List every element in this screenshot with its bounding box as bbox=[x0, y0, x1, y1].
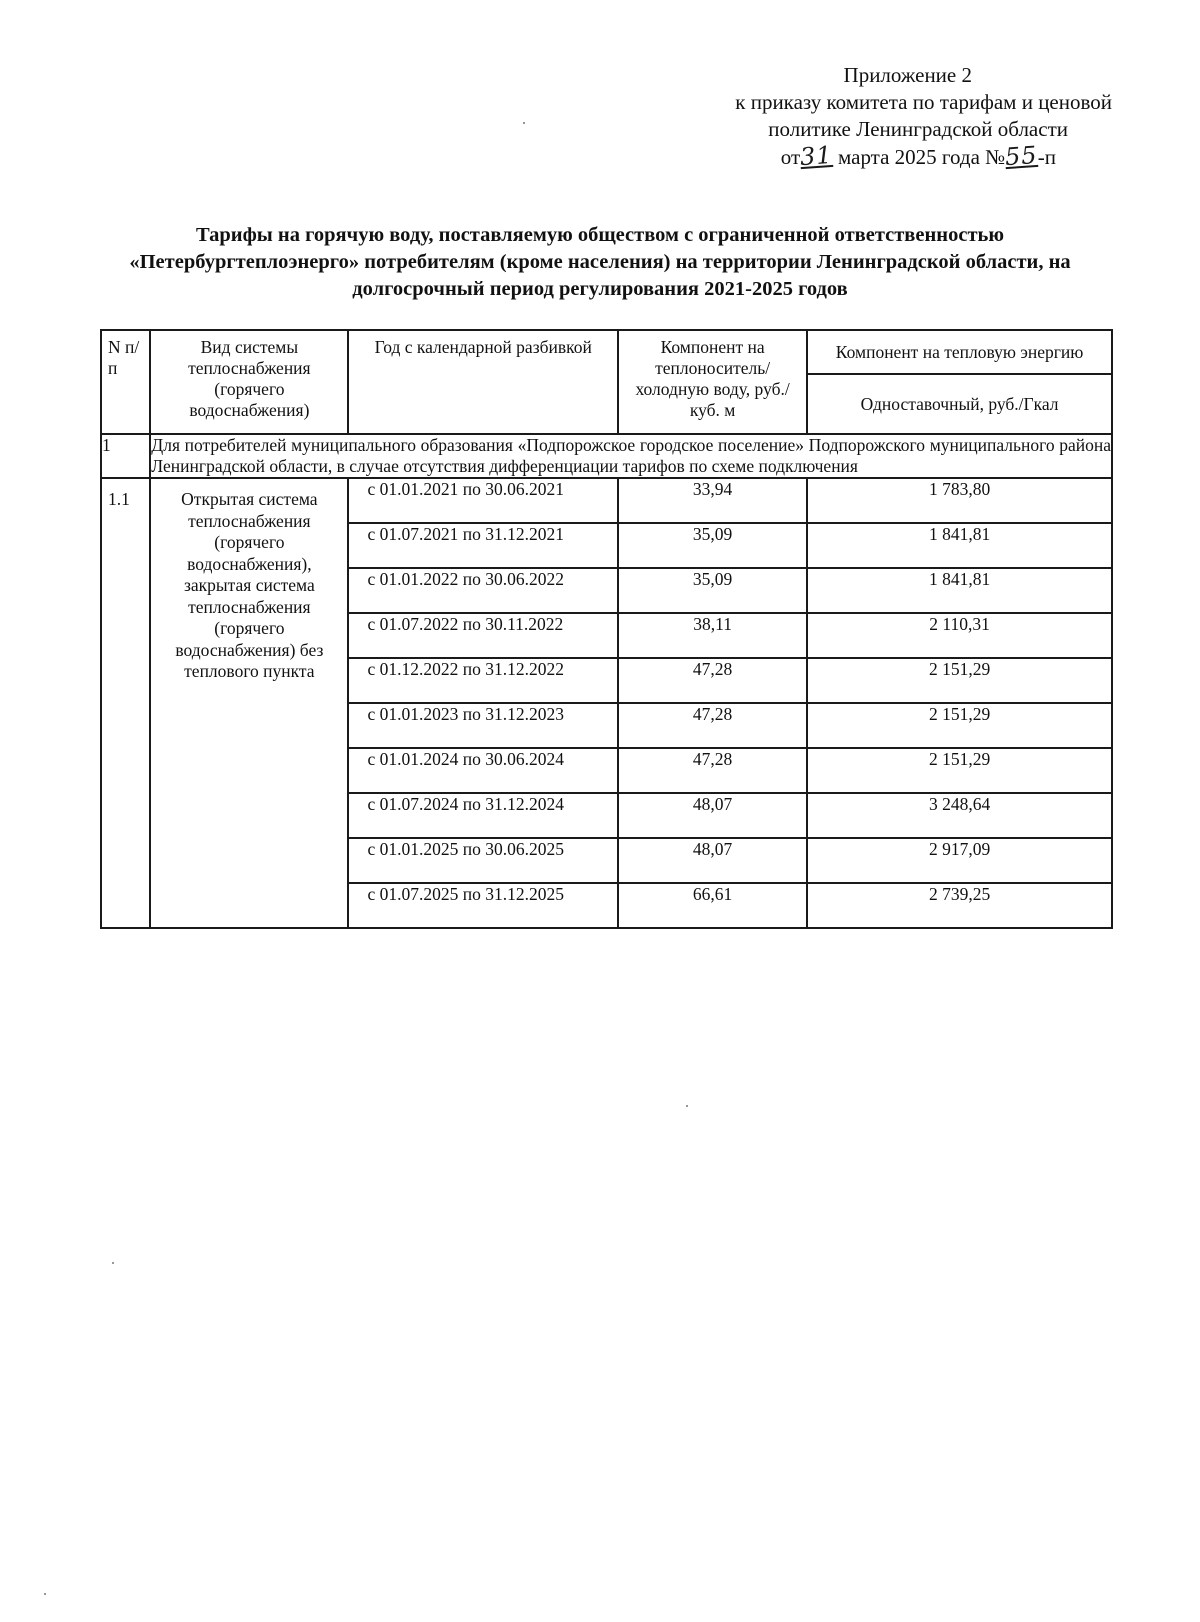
date-prefix: от bbox=[780, 145, 801, 169]
scan-speck bbox=[686, 1105, 688, 1107]
section-description: Для потребителей муниципального образования «Подпорожское городское поселение» Подпорожского муниципального района Ленинградской области, в случае отсутствия дифференциации тарифов по схеме подключения bbox=[151, 435, 1111, 476]
heat-tariff-cell: 2 151,29 bbox=[807, 658, 1112, 703]
heat-tariff-cell: 2 917,09 bbox=[807, 838, 1112, 883]
period-cell: с 01.01.2022 по 30.06.2022 bbox=[348, 568, 618, 613]
section-row bbox=[101, 434, 1112, 478]
appendix-order-line: к приказу комитета по тарифам и ценовой bbox=[735, 90, 1112, 114]
appendix-title: Приложение 2 bbox=[843, 63, 972, 87]
coolant-tariff-cell: 33,94 bbox=[618, 478, 807, 523]
header-system-cell bbox=[150, 330, 348, 434]
coolant-tariff-cell: 47,28 bbox=[618, 703, 807, 748]
scan-speck bbox=[112, 1262, 114, 1264]
header-period: Год с календарной разбивкой bbox=[348, 330, 618, 434]
coolant-tariff-cell: 48,07 bbox=[618, 793, 807, 838]
coolant-tariff-cell: 47,28 bbox=[618, 748, 807, 793]
period-cell: с 01.01.2024 по 30.06.2024 bbox=[348, 748, 618, 793]
coolant-tariff-cell: 48,07 bbox=[618, 838, 807, 883]
heat-tariff-cell: 2 739,25 bbox=[807, 883, 1112, 928]
heat-tariff-cell: 3 248,64 bbox=[807, 793, 1112, 838]
coolant-tariff-cell: 47,28 bbox=[618, 658, 807, 703]
row-group-num: 1.1 bbox=[101, 478, 150, 928]
heat-tariff-cell: 2 110,31 bbox=[807, 613, 1112, 658]
appendix-committee-line: политике Ленинградской области bbox=[768, 117, 1068, 141]
coolant-tariff-cell: 66,61 bbox=[618, 883, 807, 928]
tariff-table bbox=[100, 329, 1113, 929]
header-num: N п/п bbox=[101, 330, 150, 434]
handwritten-order-number: 55 bbox=[1004, 140, 1039, 172]
table-header-row bbox=[101, 330, 1112, 374]
coolant-tariff-cell: 38,11 bbox=[618, 613, 807, 658]
handwritten-day: 31 bbox=[799, 140, 834, 172]
section-num: 1 bbox=[101, 434, 150, 478]
header-coolant: Компонент на теплоноситель/холодную воду, руб./куб. м bbox=[618, 330, 807, 434]
tariff-rows bbox=[101, 478, 1112, 928]
period-cell: с 01.01.2021 по 30.06.2021 bbox=[348, 478, 618, 523]
period-cell: с 01.01.2023 по 31.12.2023 bbox=[348, 703, 618, 748]
header-heat: Компонент на тепловую энергию bbox=[807, 330, 1112, 374]
period-cell: с 01.07.2025 по 31.12.2025 bbox=[348, 883, 618, 928]
row-group-system: Открытая система теплоснабжения (горячего водоснабжения), закрытая система теплоснабжения (горячего водоснабжения) без теплового пункта bbox=[150, 478, 348, 928]
table-row bbox=[101, 478, 1112, 523]
scan-speck bbox=[523, 122, 525, 124]
document-title: Тарифы на горячую воду, поставляемую обществом с ограниченной ответственностью «Петербургтеплоэнерго» потребителям (кроме населения) на территории Ленинградской области, на долгосрочный период регулирования 2021-2025 годов bbox=[129, 224, 1071, 300]
scan-speck bbox=[44, 1593, 46, 1595]
heat-tariff-cell: 2 151,29 bbox=[807, 748, 1112, 793]
header-system: Вид системы теплоснабжения (горячего водоснабжения) bbox=[188, 337, 311, 420]
appendix-date-line bbox=[652, 140, 1112, 172]
period-cell: с 01.12.2022 по 31.12.2022 bbox=[348, 658, 618, 703]
period-cell: с 01.07.2024 по 31.12.2024 bbox=[348, 793, 618, 838]
period-cell: с 01.07.2021 по 31.12.2021 bbox=[348, 523, 618, 568]
header-heat-single-rate: Одноставочный, руб./Гкал bbox=[807, 374, 1112, 434]
period-cell: с 01.01.2025 по 30.06.2025 bbox=[348, 838, 618, 883]
coolant-tariff-cell: 35,09 bbox=[618, 568, 807, 613]
heat-tariff-cell: 1 841,81 bbox=[807, 523, 1112, 568]
date-middle: марта 2025 года № bbox=[837, 145, 1006, 169]
number-suffix: -п bbox=[1037, 145, 1056, 169]
heat-tariff-cell: 1 841,81 bbox=[807, 568, 1112, 613]
heat-tariff-cell: 1 783,80 bbox=[807, 478, 1112, 523]
coolant-tariff-cell: 35,09 bbox=[618, 523, 807, 568]
heat-tariff-cell: 2 151,29 bbox=[807, 703, 1112, 748]
period-cell: с 01.07.2022 по 30.11.2022 bbox=[348, 613, 618, 658]
appendix-block bbox=[652, 62, 1112, 171]
